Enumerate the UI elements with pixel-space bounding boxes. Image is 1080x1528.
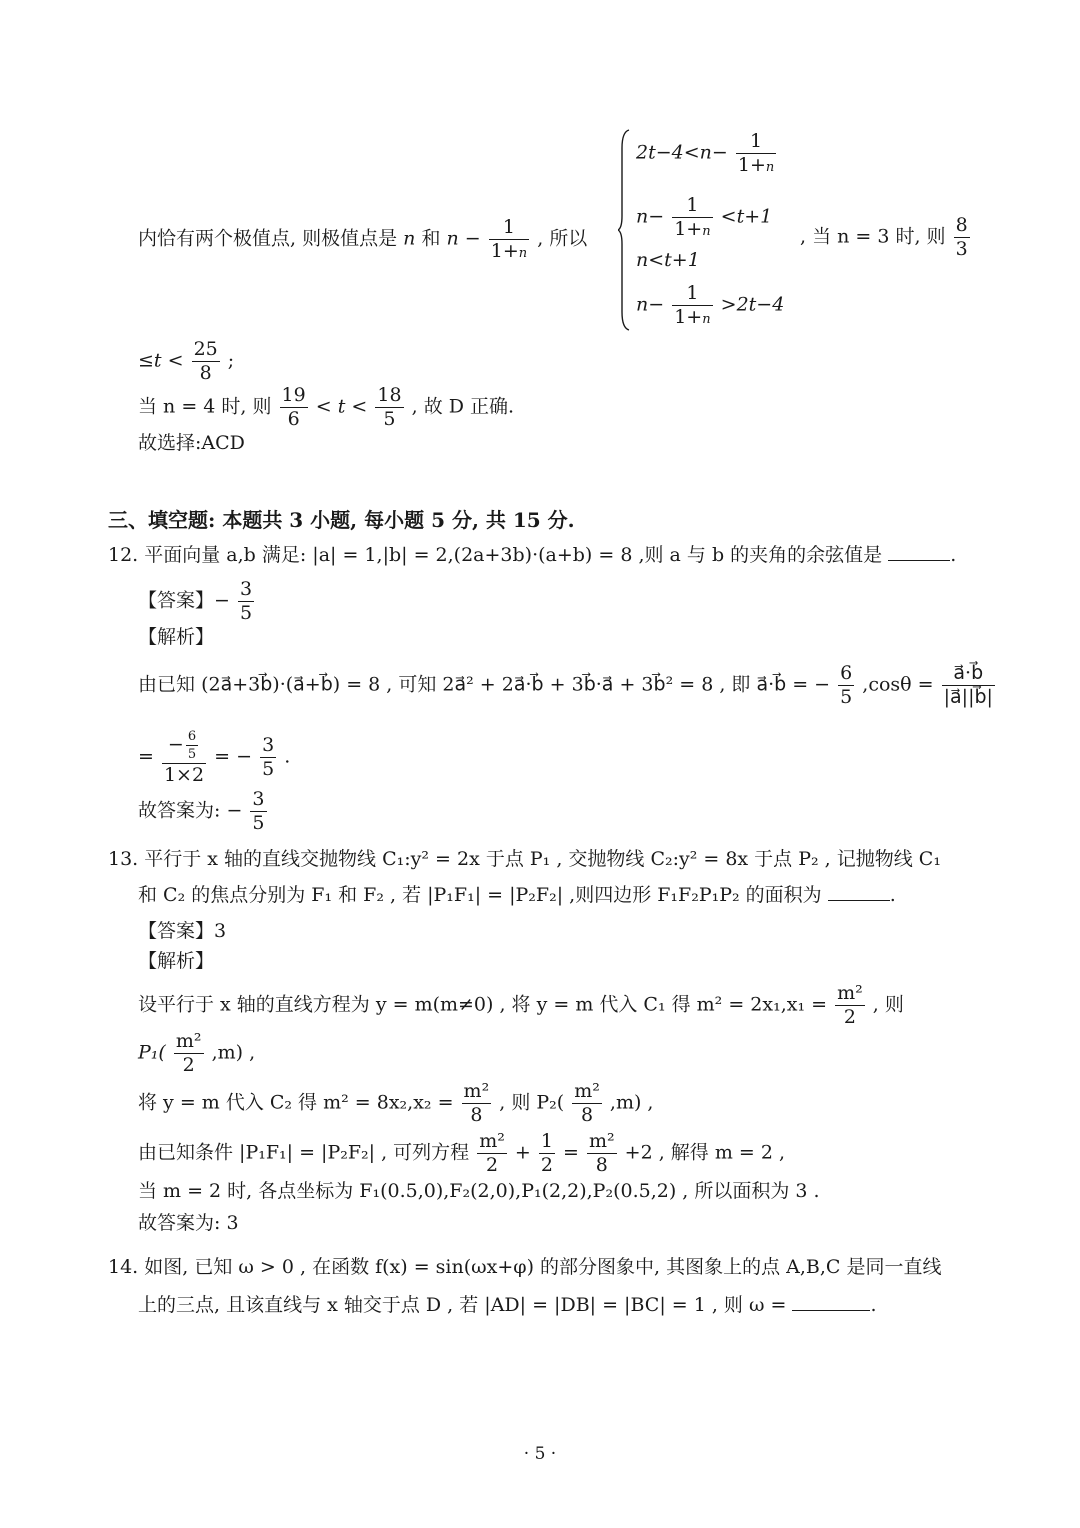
q13-l3-lead: 将 y = m 代入 C₂ 得 m² = 8x₂,x₂ =	[138, 1091, 454, 1114]
q11-and: 和	[421, 227, 441, 250]
q13-answer: 【答案】3	[138, 920, 227, 942]
frac-den: 8	[199, 362, 212, 384]
frac-num: 1	[540, 1130, 553, 1152]
q13-line3	[138, 1082, 653, 1125]
frac-den: |a⃗||b⃗|	[943, 686, 993, 708]
frac-den: 2	[485, 1154, 499, 1176]
system-row-4	[636, 284, 784, 327]
q12-stem: 12. 平面向量 a,b 满足: |a| = 1,|b| = 2,(2a+3b)·(a+b) = 8 ,则 a 与 b 的夹角的余弦值是 .	[108, 544, 957, 566]
fraction	[186, 730, 198, 761]
sys-lhs: 2t−4<n−	[636, 141, 728, 164]
frac-num: 3	[239, 578, 253, 600]
q12-analysis-line1	[138, 664, 997, 707]
system-row-1	[636, 132, 778, 175]
q13-line4	[138, 1132, 785, 1175]
frac-den-text: 1+	[737, 154, 766, 176]
answer-tag: 【答案】	[138, 589, 215, 612]
frac-den-text: 1+	[674, 218, 703, 240]
q11-when-n3	[800, 216, 972, 259]
frac-den	[489, 240, 529, 261]
q13-l2-tail: ,m) ,	[211, 1041, 256, 1064]
fraction	[174, 1032, 204, 1075]
fraction	[489, 218, 529, 261]
fraction	[835, 984, 865, 1027]
fraction	[280, 386, 308, 429]
frac-den: 2	[843, 1006, 856, 1028]
sys-lhs: n<t+1	[636, 249, 700, 271]
fraction	[192, 340, 220, 383]
q11-when-text: , 当 n = 3 时, 则	[800, 225, 946, 248]
q11-line3-tail: , 故 D 正确.	[411, 395, 515, 418]
fraction	[260, 736, 276, 779]
equals: =	[138, 745, 154, 768]
q13-l4-tail: +2 , 解得 m = 2 ,	[624, 1141, 786, 1164]
frac-den-text: 1+	[490, 240, 519, 262]
frac-den: 2	[540, 1154, 553, 1176]
q11-ineq: < t <	[315, 395, 368, 418]
q11-line3-lead: 当 n = 4 时, 则	[138, 395, 272, 418]
fraction	[838, 664, 854, 707]
frac-den: 1×2	[163, 764, 205, 786]
q13-stem-2: 和 C₂ 的焦点分别为 F₁ 和 F₂ , 若 |P₁F₁| = |P₂F₂| ,则四边形 F₁F₂P₁P₂ 的面积为 .	[138, 884, 896, 906]
frac-den: 8	[595, 1154, 608, 1176]
fraction	[954, 216, 970, 259]
frac-num: 6	[187, 729, 197, 744]
sys-rhs: >2t−4	[720, 293, 785, 316]
frac-num: 1	[489, 218, 529, 240]
q13-l4-lead: 由已知条件 |P₁F₁| = |P₂F₂| , 可列方程	[138, 1141, 470, 1164]
q12-answer	[138, 580, 256, 623]
analysis-lead: 由已知	[138, 673, 196, 696]
q13-line6: 故答案为: 3	[138, 1212, 239, 1234]
frac-num: 1	[672, 284, 712, 306]
q13-line5: 当 m = 2 时, 各点坐标为 F₁(0.5,0),F₂(2,0),P₁(2,2),P₂(0.5,2) , 所以面积为 3 .	[138, 1180, 820, 1202]
fraction	[572, 1082, 602, 1125]
q11-line4: 故选择:ACD	[138, 432, 245, 454]
frac-den: 8	[580, 1104, 594, 1126]
fraction	[736, 132, 776, 175]
fraction	[672, 284, 712, 327]
frac-num: m²	[574, 1080, 600, 1102]
frac-den: 5	[252, 812, 265, 834]
q11-line2-lead: ≤t <	[138, 349, 184, 372]
frac-num: 6	[840, 662, 853, 684]
frac-num: m²	[479, 1130, 505, 1152]
q13-stem-1: 13. 平行于 x 轴的直线交抛物线 C₁:y² = 2x 于点 P₁ , 交抛物线 C₂:y² = 8x 于点 P₂ , 记抛物线 C₁	[108, 848, 941, 870]
plus: +	[514, 1141, 531, 1164]
frac-den	[672, 218, 712, 239]
frac-num: 18	[377, 384, 402, 406]
final-lead: 故答案为: −	[138, 799, 243, 822]
answer-sign: −	[214, 589, 230, 612]
frac-den-text: 1+	[674, 306, 703, 328]
sys-rhs: <t+1	[720, 205, 773, 228]
answer-blank	[828, 900, 890, 901]
q13-line1	[138, 984, 904, 1027]
frac-inner: n	[518, 246, 528, 261]
frac-den	[672, 306, 712, 327]
answer-blank	[888, 560, 950, 561]
q13-line2	[138, 1032, 255, 1075]
frac-den: 2	[182, 1054, 195, 1076]
q14-stem2-text: 上的三点, 且该直线与 x 轴交于点 D , 若 |AD| = |DB| = |BC| = 1 , 则 ω =	[138, 1294, 787, 1316]
frac-den: 5	[239, 602, 253, 624]
q11-suoyi: , 所以	[537, 227, 588, 250]
q13-l1-text: 设平行于 x 轴的直线方程为 y = m(m≠0) , 将 y = m 代入 C₁ 得 m² = 2x₁,x₁ =	[138, 993, 828, 1016]
q11-n-minus: n −	[446, 227, 481, 250]
analysis-mid: (2a⃗+3b⃗)·(a⃗+b⃗) = 8 , 可知 2a⃗² + 2a⃗·b⃗ + 3b⃗·a⃗ + 3b⃗² = 8 , 即 a⃗·b⃗ = −	[201, 673, 831, 696]
frac-num: 3	[252, 788, 265, 810]
frac-num: 8	[955, 214, 968, 236]
frac-inner: n	[702, 224, 711, 239]
sys-lhs: n−	[636, 205, 665, 228]
frac-inner: n	[702, 312, 711, 327]
frac-num: 25	[193, 338, 218, 360]
period: .	[284, 745, 291, 768]
q13-l3-tail: ,m) ,	[609, 1091, 654, 1114]
frac-inner: n	[765, 160, 775, 175]
frac-den: 5	[840, 686, 853, 708]
sys-lhs: n−	[636, 293, 665, 316]
q13-l3-mid: , 则 P₂(	[499, 1091, 565, 1114]
frac-num: m²	[175, 1030, 202, 1052]
frac-num: m²	[837, 982, 863, 1004]
analysis-cos: ,cosθ =	[862, 673, 934, 696]
frac-num: m²	[588, 1130, 615, 1152]
frac-num: 1	[672, 196, 712, 218]
fraction	[672, 196, 712, 239]
frac-den: 6	[287, 408, 300, 430]
q13-l2-lead: P₁(	[138, 1041, 166, 1064]
fraction	[162, 730, 206, 785]
q13-l1-tail: , 则	[872, 993, 904, 1016]
fraction	[587, 1132, 617, 1175]
fraction	[250, 790, 266, 833]
frac-num: 1	[736, 132, 776, 154]
answer-blank	[792, 1310, 870, 1311]
fraction	[238, 580, 254, 623]
q12-final	[138, 790, 269, 833]
q11-text: 内恰有两个极值点, 则极值点是	[138, 227, 398, 250]
q14-stem-1: 14. 如图, 已知 ω > 0 , 在函数 f(x) = sin(ωx+φ) 的部分图象中, 其图象上的点 A,B,C 是同一直线	[108, 1256, 942, 1278]
system-row-3	[636, 251, 700, 270]
fraction	[539, 1132, 555, 1175]
q11-line2-tail: ;	[227, 349, 235, 372]
q14-stem-2: 上的三点, 且该直线与 x 轴交于点 D , 若 |AD| = |DB| = |BC| = 1 , 则 ω = .	[138, 1294, 877, 1316]
fraction	[462, 1082, 492, 1125]
frac-num: 19	[281, 384, 306, 406]
fraction	[375, 386, 403, 429]
frac-den: 3	[955, 238, 968, 260]
frac-den: 5	[262, 758, 275, 780]
frac-den	[736, 154, 776, 175]
q11-line2	[138, 340, 234, 383]
equals: =	[563, 1141, 579, 1164]
frac-den: 5	[187, 747, 197, 762]
q12-stem-text: 12. 平面向量 a,b 满足: |a| = 1,|b| = 2,(2a+3b)·(a+b) = 8 ,则 a 与 b 的夹角的余弦值是	[108, 544, 883, 566]
equals: = −	[214, 745, 253, 768]
frac-num: 3	[262, 734, 275, 756]
fraction	[477, 1132, 507, 1175]
q13-stem2-text: 和 C₂ 的焦点分别为 F₁ 和 F₂ , 若 |P₁F₁| = |P₂F₂| ,则四边形 F₁F₂P₁P₂ 的面积为	[138, 884, 822, 906]
frac-den: 8	[470, 1104, 483, 1126]
system-row-2	[636, 196, 772, 239]
page-number: · 5 ·	[523, 1444, 557, 1464]
frac-num: m²	[463, 1080, 490, 1102]
section-heading: 三、填空题: 本题共 3 小题, 每小题 5 分, 共 15 分.	[108, 508, 575, 532]
q11-line3	[138, 386, 514, 429]
left-brace	[618, 128, 630, 332]
fraction	[942, 664, 995, 707]
q11-line1	[138, 218, 587, 261]
var-n: n	[403, 227, 416, 250]
q12-analysis-tag: 【解析】	[138, 626, 215, 648]
q12-analysis-line2	[138, 730, 290, 785]
q13-analysis-tag: 【解析】	[138, 950, 215, 972]
frac-num: − $\frac{6}{5}$	[162, 730, 206, 764]
frac-den: 5	[383, 408, 396, 430]
frac-num: a⃗·b⃗	[942, 664, 995, 686]
